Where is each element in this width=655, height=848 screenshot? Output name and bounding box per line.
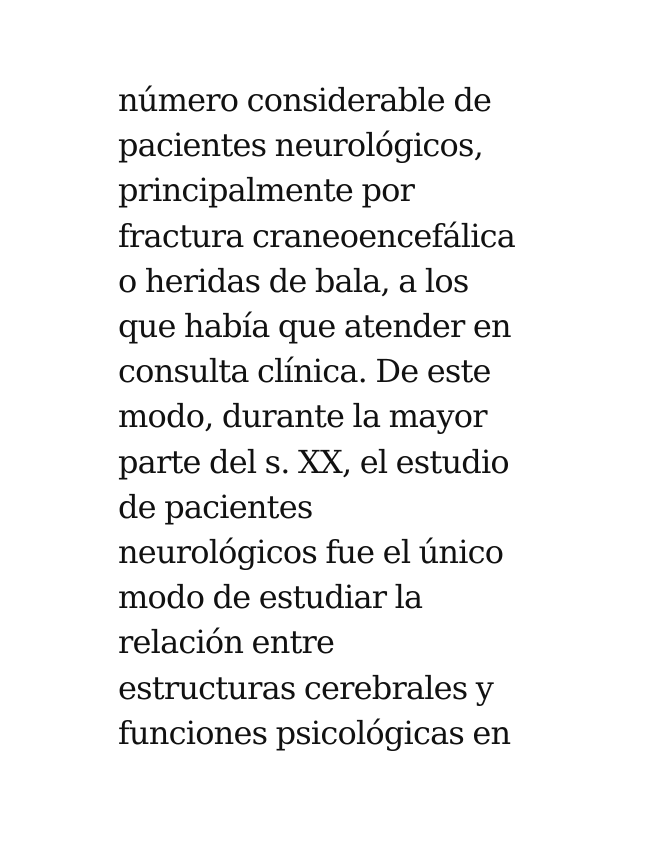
text-line: principalmente por: [118, 171, 415, 210]
text-line: fractura craneoencefálica: [118, 216, 516, 255]
text-line: número considerable de: [118, 81, 492, 119]
text-line: funciones psicológicas en: [118, 713, 511, 752]
text-line: pacientes neurológicos,: [118, 126, 483, 165]
text-line: parte del s. XX, el estudio: [118, 442, 509, 481]
text-line: o heridas de bala, a los: [118, 261, 469, 300]
text-line: modo de estudiar la: [118, 578, 423, 617]
body-text: [118, 78, 588, 756]
text-line: de pacientes: [118, 487, 313, 526]
text-line: relación entre: [118, 623, 335, 662]
text-line: que había que atender en: [118, 307, 511, 346]
text-line: neurológicos fue el único: [118, 533, 504, 572]
text-line: consulta clínica. De este: [118, 352, 491, 391]
text-line: estructuras cerebrales y: [118, 668, 494, 707]
text-line: modo, durante la mayor: [118, 397, 487, 436]
